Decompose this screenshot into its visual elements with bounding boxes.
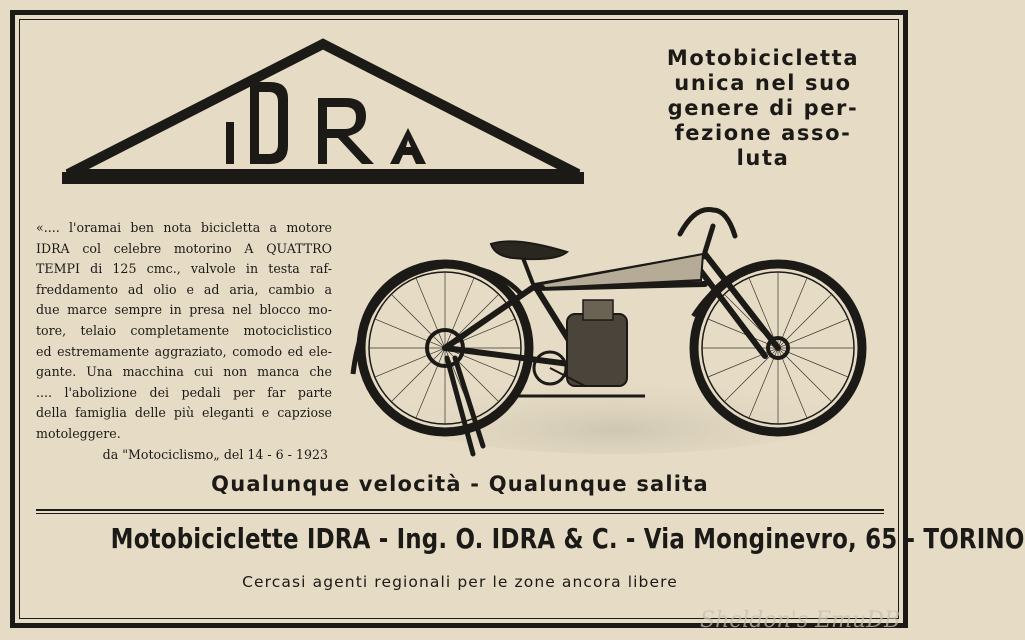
quote-line: «.... l'oramai ben nota bicicletta a motore	[36, 220, 332, 235]
motorcycle-photo	[345, 196, 880, 458]
company-line: Motobiciclette IDRA - Ing. O. IDRA & C. - Via Monginevro, 65 - TORINO	[110, 522, 1025, 555]
divider	[36, 513, 884, 514]
headline	[632, 46, 894, 171]
quote-line: ed estremamente aggraziato, comodo ed ele-	[36, 343, 332, 359]
divider	[36, 509, 884, 511]
tagline: Qualunque velocità - Qualunque salita	[211, 472, 709, 496]
saddle	[491, 241, 567, 259]
quote-line: freddamento ad olio e ad aria, cambio a	[36, 281, 332, 297]
quote-line: motoleggere.	[36, 425, 121, 441]
headline-line: unica nel suo	[674, 71, 852, 95]
quote-source: da "Motociclismo„ del 14 - 6 - 1923	[102, 446, 328, 462]
headline-line: luta	[736, 146, 790, 170]
idra-logo	[62, 40, 584, 190]
quote-line: tore, telaio completamente motociclistico	[36, 322, 332, 338]
quote-line: TEMPI di 125 cmc., valvole in testa raf-	[36, 261, 332, 277]
quote-line: .... l'abolizione dei pedali per far parte	[36, 384, 332, 400]
quote-line: due marce sempre in presa nel blocco mo-	[36, 302, 332, 318]
watermark: Sheldon's EmuDB	[700, 608, 901, 633]
quote-line: IDRA col celebre motorino A QUATTRO	[36, 240, 332, 256]
quote-line: gante. Una macchina cui non manca che	[36, 364, 332, 380]
headline-line: Motobicicletta	[666, 46, 860, 70]
headline-line: fezione asso-	[674, 121, 852, 145]
handlebar	[680, 210, 735, 253]
agents-line: Cercasi agenti regionali per le zone ancora libere	[242, 573, 678, 591]
logo-base-bar	[62, 172, 584, 184]
headline-line: genere di per-	[667, 96, 859, 120]
logo-text: IDRA	[323, 165, 326, 166]
press-quote	[36, 218, 332, 465]
quote-line: della famiglia delle più eleganti e capziose	[36, 405, 332, 421]
